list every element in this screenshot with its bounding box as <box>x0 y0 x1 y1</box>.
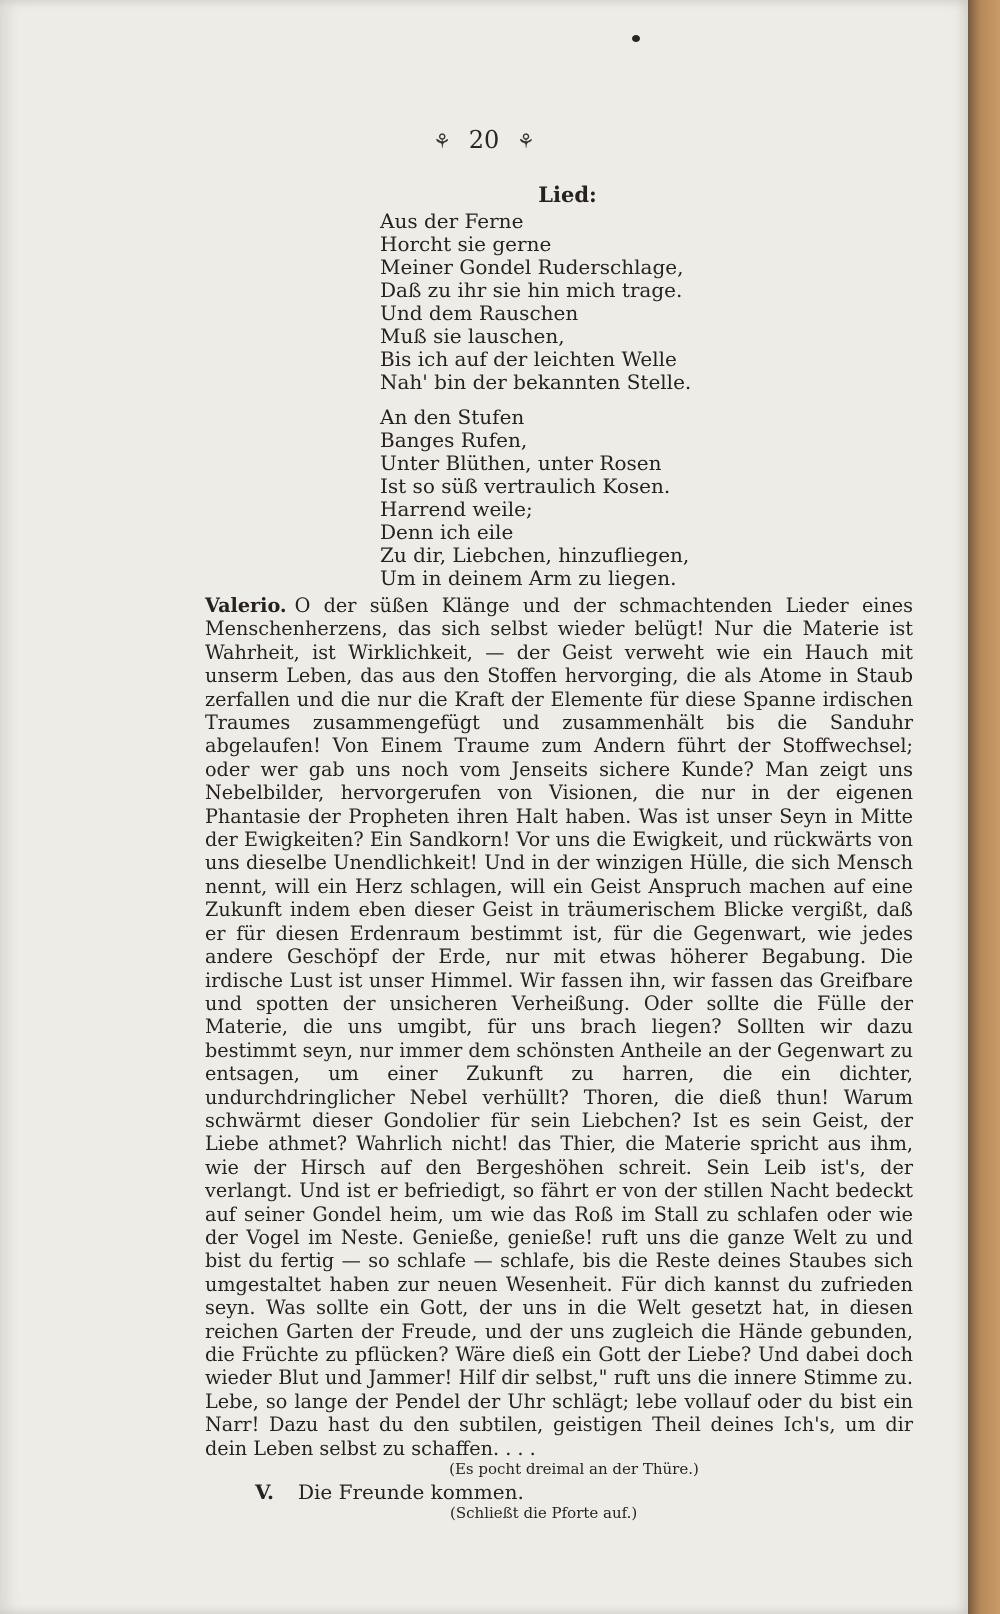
verse-line: Bis ich auf der leichten Welle <box>380 347 677 371</box>
verse-line: Nah' bin der bekannten Stelle. <box>380 370 692 394</box>
ink-spot <box>632 35 640 42</box>
verse-line: Zu dir, Liebchen, hinzufliegen, <box>380 543 690 567</box>
page-header <box>0 126 968 154</box>
verse-line: Aus der Ferne <box>380 209 524 233</box>
ornament-left-icon: ⚘ <box>433 129 452 153</box>
song-verse <box>380 210 913 590</box>
page-number: 20 <box>468 126 500 154</box>
stanza-1 <box>380 210 913 394</box>
verse-line: Muß sie lauschen, <box>380 324 565 348</box>
verse-line: Ist so süß vertraulich Kosen. <box>380 474 671 498</box>
song-title: Lied: <box>538 182 597 207</box>
verse-line: Unter Blüthen, unter Rosen <box>380 451 662 475</box>
verse-line: Harrend weile; <box>380 497 533 521</box>
speaker-name: Valerio. <box>205 594 287 617</box>
stage-direction: (Es pocht dreimal an der Thüre.) <box>449 1460 699 1479</box>
reply-text: Die Freunde kommen. <box>297 1480 524 1505</box>
stanza-2 <box>380 406 913 590</box>
verse-line: Und dem Rauschen <box>380 301 579 325</box>
verse-line: Banges Rufen, <box>380 428 528 452</box>
stage-direction: (Schließt die Pforte auf.) <box>450 1504 638 1523</box>
ornament-right-icon: ⚘ <box>516 129 535 153</box>
verse-line: Daß zu ihr sie hin mich trage. <box>380 278 683 302</box>
book-edge <box>968 0 1000 1614</box>
verse-line: Meiner Gondel Ruderschlage, <box>380 255 684 279</box>
verse-line: Horcht sie gerne <box>380 232 552 256</box>
verse-line: Denn ich eile <box>380 520 514 544</box>
verse-line: Um in deinem Arm zu liegen. <box>380 566 677 590</box>
valerio-speech <box>205 594 913 1460</box>
speaker-name: V. <box>255 1480 274 1505</box>
verse-line: An den Stufen <box>380 405 525 429</box>
page-body <box>205 180 913 1522</box>
reply-line <box>255 1480 913 1504</box>
speech-text: O der süßen Klänge und der schmachtenden Lieder eines Menschenherzens, das sich selbst wieder belügt! Nur die Materie ist Wahrheit, ist Wirklichkeit, — der Geist verweht wie ein Hauch mit unserm Leben, das aus den Stoffen hervorging, die als Atome in Staub zerfallen und die nur die Kraft der Elemente für diese Spanne irdischen Traumes zusammengefügt und zusammenhält bis die Sanduhr abgelaufen! Von Einem Traume zum Andern führt der Stoffwechsel; oder wer gab uns noch vom Jenseits sichere Kunde? Man zeigt uns Nebelbilder, hervorgerufen von Visionen, die nur in der eigenen Phantasie der Propheten ihren Halt haben. Was ist unser Seyn in Mitte der Ewigkeiten? Ein Sandkorn! Vor uns die Ewigkeit, und rückwärts von uns dieselbe Unendlichkeit! Und in der winzigen Hülle, die sich Mensch nennt, will ein Herz schlagen, will ein Geist Anspruch machen auf eine Zukunft indem eben dieser Geist in träumerischem Blicke vergißt, daß er für diesen Erdenraum bestimmt ist, für die Gegenwart, wie jedes andere Geschöpf der Erde, nur mit etwas höherer Begabung. Die irdische Lust ist unser Himmel. Wir fassen ihn, wir fassen das Greifbare und spotten der unsicheren Verheißung. Oder sollte die Fülle der Materie, die uns umgibt, für uns brach liegen? Sollten wir dazu bestimmt seyn, nur immer dem schönsten Antheile an der Gegenwart zu entsagen, um einer Zukunft zu harren, die ein dichter, undurchdringlicher Nebel verhüllt? Thoren, die dieß thun! Warum schwärmt dieser Gondolier für sein Liebchen? Ist es sein Geist, der Liebe athmet? Wahrlich nicht! das Thier, die Materie spricht aus ihm, wie der Hirsch auf den Bergeshöhen schreit. Sein Leib ist's, der verlangt. Und ist er befriedigt, so fährt er von der stillen Nacht bedeckt auf seiner Gondel heim, um wie das Roß im Stall zu schlafen oder wie der Vogel im Neste. Genieße, genieße! ruft uns die ganze Welt zu und bist du fertig — so schlafe — schlafe, bis die Reste deines Staubes sich umgestaltet haben zur neuen Wesenheit. Für dich kannst du zufrieden seyn. Was sollte ein Gott, der uns in die Welt gesetzt hat, in diesen reichen Garten der Freude, und der uns zugleich die Hände gebunden, die Früchte zu pflücken? Wäre dieß ein Gott der Liebe? Und dabei doch wieder Blut und Jammer! Hilf dir selbst," ruft uns die innere Stimme zu. Lebe, so lange der Pendel der Uhr schlägt; lebe vollauf oder du bist ein Narr! Dazu hast du den subtilen, geistigen Theil deines Ich's, um dir dein Leben selbst zu schaffen. . . . <box>205 594 913 1460</box>
